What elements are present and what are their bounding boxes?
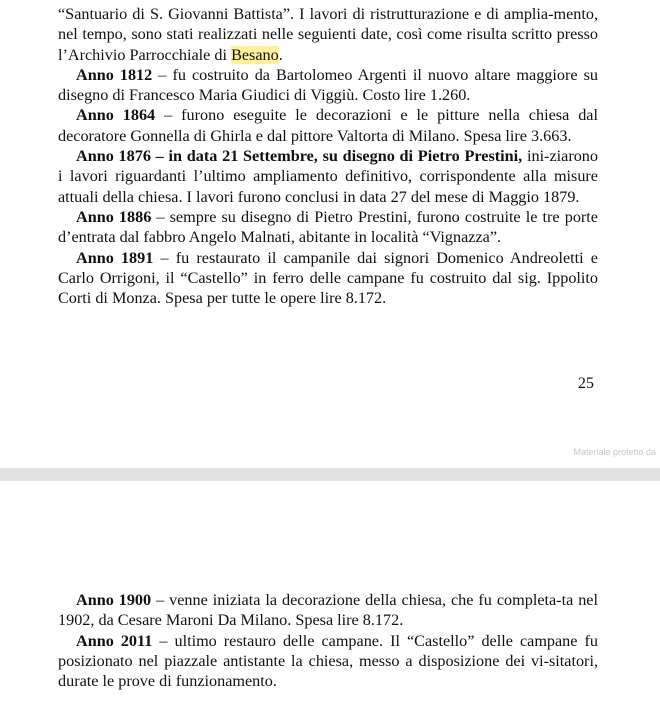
entry-text: – sempre su disegno di Pietro Prestini, furono costruite le tre porte d’entrata dal fabbro Angelo Malnati, abitante in località “Vignazza”. — [58, 207, 598, 247]
entry-text: – fu restaurato il campanile dai signori Domenico Andreoletti e Carlo Orrigoni, il “Castello” in ferro delle campane fu costruito dal sig. Ippolito Corti di Monza. Spesa per tutte le opere lire 8.172. — [58, 248, 598, 308]
entry-year: Anno 2011 — [76, 631, 153, 650]
page-text — [58, 4, 598, 308]
entry-text: – fu costruito da Bartolomeo Argenti il nuovo altare maggiore su disegno di Francesco Maria Giudici di Viggiù. Costo lire 1.260. — [58, 65, 598, 105]
entry-year: Anno 1900 — [76, 591, 152, 609]
entry-1812 — [58, 65, 598, 106]
page-number: 25 — [577, 374, 594, 392]
entry-year: Anno 1864 — [76, 106, 156, 125]
entry-2011 — [58, 631, 598, 692]
entry-1900 — [58, 590, 598, 631]
entry-year: Anno 1891 — [76, 248, 154, 267]
page-gap — [0, 468, 660, 481]
entry-1864 — [58, 105, 598, 146]
entry-text: – ultimo restauro delle campane. Il “Castello” delle campane fu posizionato nel piazzale antistante la chiesa, messo a disposizione dei vi-sitatori, durate le prove di funzionamento. — [58, 631, 598, 691]
entry-year: Anno 1876 – in data 21 Settembre, su disegno di Pietro Prestini, — [76, 147, 523, 166]
entry-text: – furono eseguite le decorazioni e le pitture nella chiesa dal decoratore Gonnella di Ghirla e dal pittore Valtorta di Milano. Spesa lire 3.663. — [58, 106, 598, 145]
page-text — [58, 590, 598, 691]
entry-text: ini-ziarono i lavori riguardanti l’ultimo ampliamento definitivo, corrispondente alla misure attuali della chiesa. I lavori furono conclusi in data 27 del mese di Maggio 1879. — [58, 147, 598, 206]
entry-year: Anno 1812 — [76, 65, 153, 84]
intro-paragraph — [58, 4, 598, 65]
watermark: Materiale protetto da — [573, 447, 656, 457]
entry-1891 — [58, 248, 598, 309]
entry-text: – venne iniziata la decorazione della chiesa, che fu completa-ta nel 1902, da Cesare Maroni Da Milano. Spesa lire 8.172. — [58, 591, 598, 630]
intro-tail: . — [278, 45, 283, 64]
entry-year: Anno 1886 — [76, 207, 152, 226]
highlighted-word: Besano — [231, 45, 279, 64]
intro-text: “Santuario di S. Giovanni Battista”. I lavori di ristrutturazione e di amplia-mento, nel tempo, sono stati realizzati nelle seguienti date, così come risulta scritto presso l’Archivio Parrocchiale di — [58, 5, 598, 64]
page-26 — [0, 481, 660, 716]
entry-1886 — [58, 207, 598, 248]
entry-1876 — [58, 146, 598, 207]
